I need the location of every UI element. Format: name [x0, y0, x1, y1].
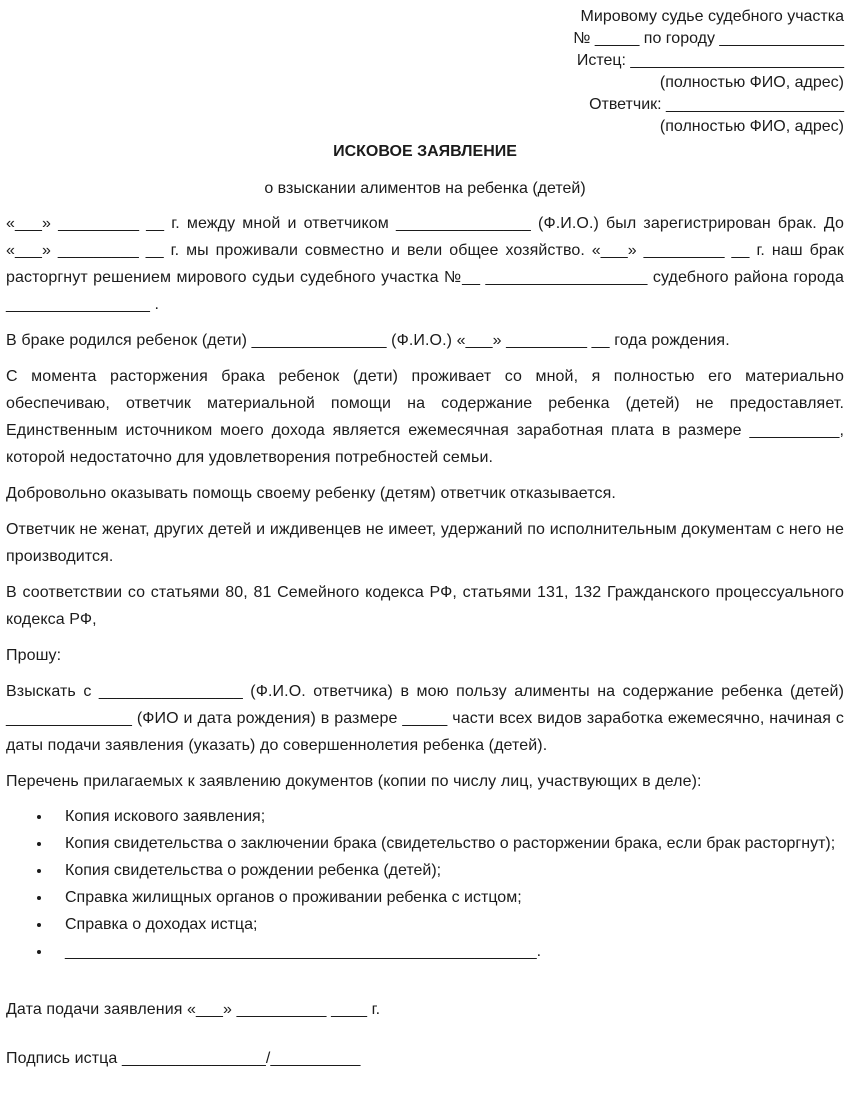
list-item-marriage-certificate: • Копия свидетельства о заключении брака (свидетельство о расторжении брака, если брак расторгнут);	[52, 830, 844, 857]
signature-line: Подпись истца ________________/__________	[6, 1050, 361, 1067]
paragraph-defendant-status: Ответчик не женат, других детей и иждивенцев не имеет, удержаний по исполнительным документам с него не производится.	[6, 521, 844, 565]
list-item-blank: • _____________________________________________________.	[52, 938, 844, 965]
defendant-hint: (полностью ФИО, адрес)	[659, 118, 844, 135]
paragraph-request-label: Прошу:	[6, 647, 62, 664]
plaintiff-hint: (полностью ФИО, адрес)	[659, 74, 844, 91]
paragraph-claim-demand: Взыскать с ________________ (Ф.И.О. ответчика) в мою пользу алименты на содержание ребенка (детей) ______________ (ФИО и дата рождения) в размере _____ части всех видов заработка ежемесячно, начиная с даты подачи заявления (указать) до совершеннолетия ребенка (детей).	[6, 683, 844, 754]
paragraph-marriage: «___» _________ __ г. между мной и ответчиком _______________ (Ф.И.О.) был зарегистрирован брак. До «___» _________ __ г. мы проживали совместно и вели общее хозяйство. «___» _________ __ г. наш брак расторгнут решением мирового судьи судебного участка №__ __________________ судебного района города ________________ .	[6, 215, 844, 313]
plaintiff-line: Истец: ________________________	[576, 52, 844, 69]
court-header-block	[6, 6, 844, 138]
paragraph-voluntary-refusal: Добровольно оказывать помощь своему ребенку (детям) ответчик отказывается.	[6, 485, 616, 502]
list-item-income-certificate: • Справка о доходах истца;	[52, 911, 844, 938]
document-subtitle: о взыскании алиментов на ребенка (детей)	[264, 180, 586, 197]
attachments-list	[6, 803, 844, 965]
paragraph-attachments-intro: Перечень прилагаемых к заявлению документов (копии по числу лиц, участвующих в деле):	[6, 773, 702, 790]
court-number-line: № _____ по городу ______________	[573, 30, 844, 47]
paragraph-residence-income: С момента расторжения брака ребенок (дети) проживает со мной, я полностью его материально обеспечиваю, ответчик материальной помощи на содержание ребенка (детей) не предоставляет. Единственным источником моего дохода является ежемесячная заработная плата в размере __________, которой недостаточно для удовлетворения потребностей семьи.	[6, 368, 844, 466]
list-item-claim-copy: • Копия искового заявления;	[52, 803, 844, 830]
list-item-housing-certificate: • Справка жилищных органов о проживании ребенка с истцом;	[52, 884, 844, 911]
filing-date-line: Дата подачи заявления «___» __________ ____ г.	[6, 1001, 381, 1018]
document-title: ИСКОВОЕ ЗАЯВЛЕНИЕ	[333, 143, 517, 160]
court-name-line: Мировому судье судебного участка	[580, 8, 844, 25]
paragraph-legal-basis: В соответствии со статьями 80, 81 Семейного кодекса РФ, статьями 131, 132 Гражданского процессуального кодекса РФ,	[6, 584, 844, 628]
paragraph-child-born: В браке родился ребенок (дети) _______________ (Ф.И.О.) «___» _________ __ года рождения.	[6, 332, 730, 349]
defendant-line: Ответчик: ____________________	[589, 96, 844, 113]
list-item-birth-certificate: • Копия свидетельства о рождении ребенка (детей);	[52, 857, 844, 884]
